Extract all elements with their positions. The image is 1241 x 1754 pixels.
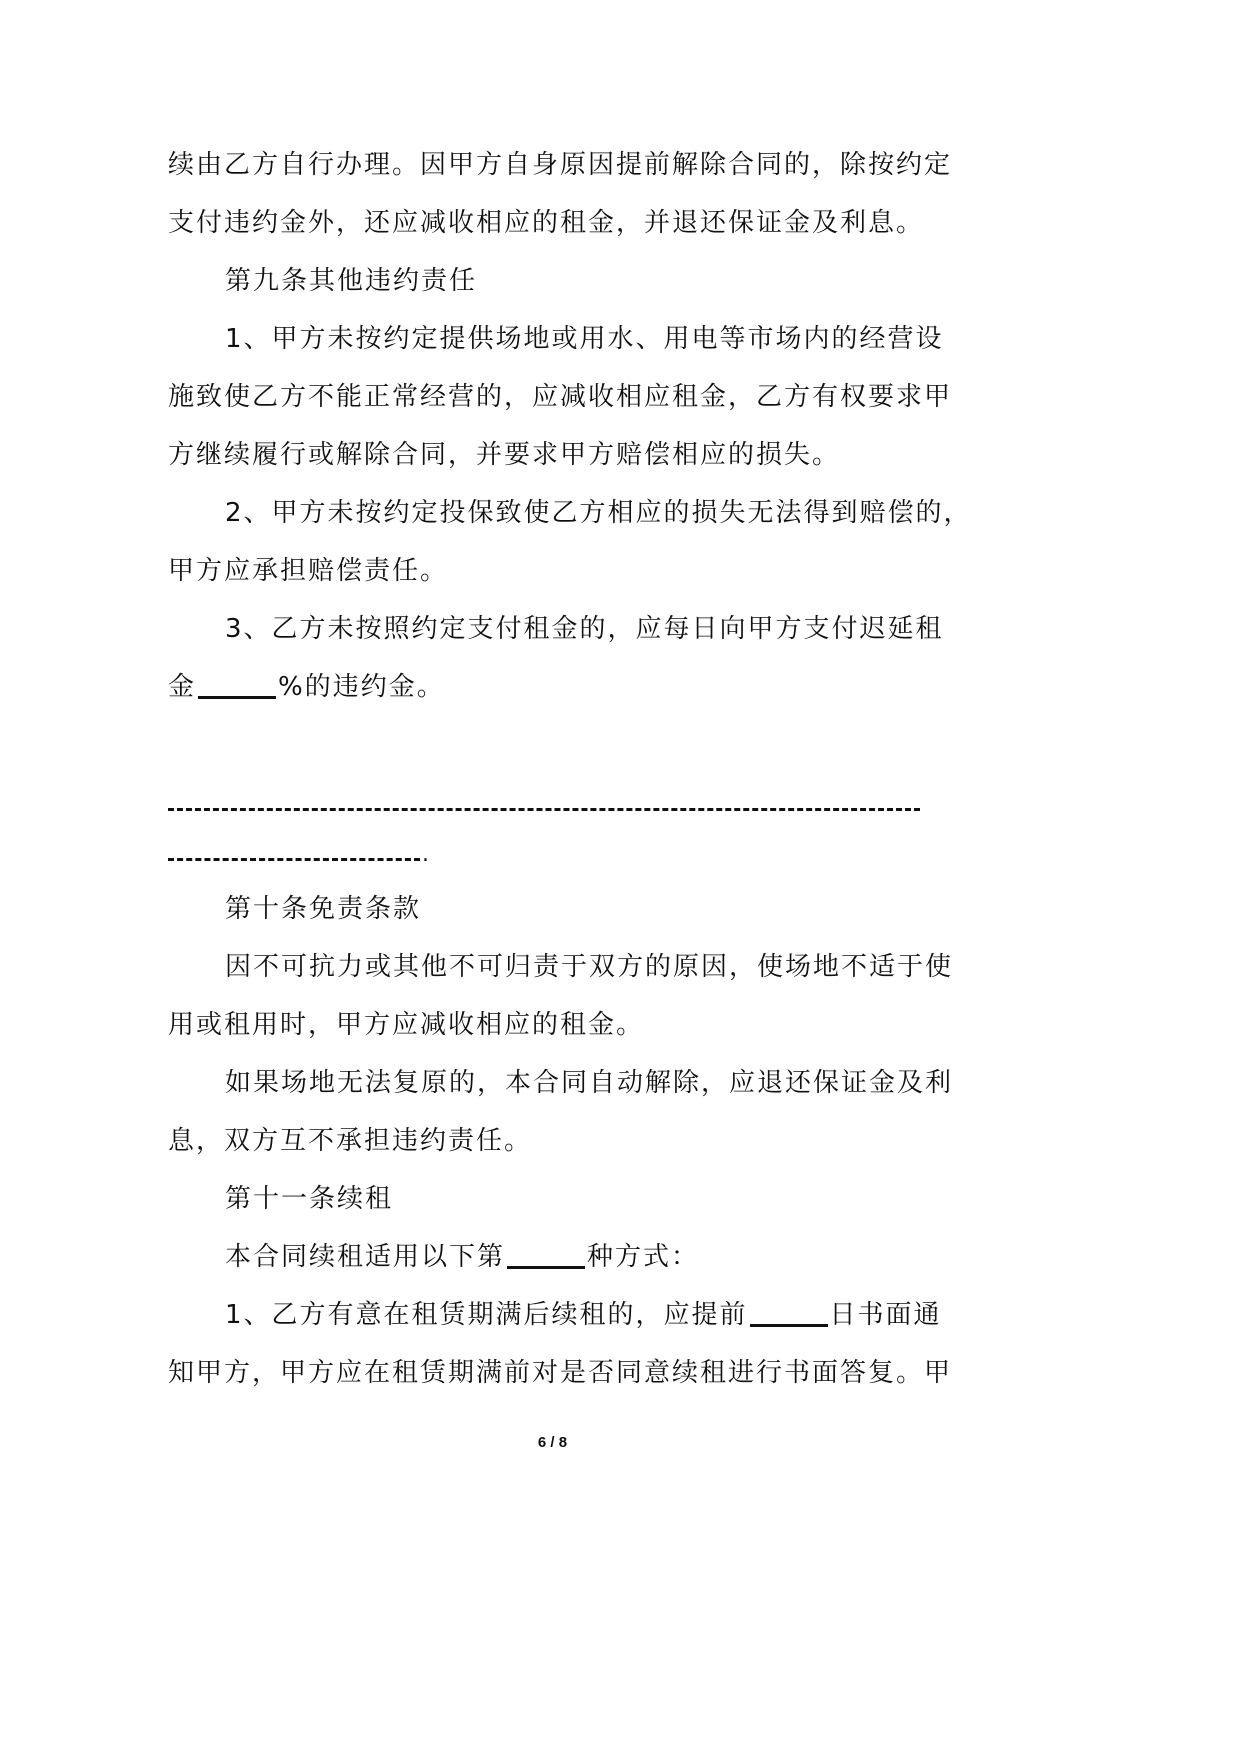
paragraph-line: 因不可抗力或其他不可归责于双方的原因，使场地不适于使: [225, 952, 954, 982]
separator-line-bar: [168, 858, 420, 861]
separator-line-bar: [168, 808, 920, 811]
paragraph-line: 方继续履行或解除合同，并要求甲方赔偿相应的损失。: [168, 440, 841, 470]
renewal-method-blank[interactable]: [507, 1240, 585, 1269]
separator-line-short: [168, 830, 943, 880]
penalty-line-after: %的违约金。: [278, 672, 445, 702]
penalty-line: [168, 658, 943, 716]
paragraph-line: 支付违约金外，还应减收相应的租金，并退还保证金及利息。: [168, 208, 925, 238]
spacer: [168, 716, 943, 780]
paragraph-line: 知甲方，甲方应在租赁期满前对是否同意续租进行书面答复。甲: [168, 1358, 953, 1388]
notice-line-before: 1、乙方有意在租赁期满后续租的，应提前: [225, 1300, 748, 1330]
paragraph-line: 甲方应承担赔偿责任。: [168, 556, 449, 586]
paragraph-line: 3、乙方未按照约定支付租金的，应每日向甲方支付迟延租: [225, 614, 944, 644]
page-number: 6 / 8: [537, 1434, 568, 1451]
paragraph-line: 续由乙方自行办理。因甲方自身原因提前解除合同的，除按约定: [168, 150, 953, 180]
separator-end-mark: .: [422, 842, 429, 867]
notice-days-blank[interactable]: [750, 1298, 828, 1327]
article-9-heading: 第九条其他违约责任: [225, 266, 478, 296]
renewal-line: [168, 1228, 943, 1286]
article-10-heading: 第十条免责条款: [225, 894, 422, 924]
article-11-heading: 第十一条续租: [225, 1184, 394, 1214]
document-body: [168, 136, 972, 1402]
renewal-line-after: 种方式：: [587, 1242, 700, 1272]
paragraph-line: 1、甲方未按约定提供场地或用水、用电等市场内的经营设: [225, 324, 944, 354]
notice-line-after: 日书面通: [829, 1300, 942, 1330]
renewal-line-before: 本合同续租适用以下第: [225, 1242, 506, 1272]
paragraph-line: 如果场地无法复原的，本合同自动解除，应退还保证金及利: [225, 1068, 954, 1098]
penalty-line-before: 金: [168, 672, 197, 702]
paragraph-line: 息，双方互不承担违约责任。: [168, 1126, 533, 1156]
paragraph-line: 2、甲方未按约定投保致使乙方相应的损失无法得到赔偿的，: [225, 498, 972, 528]
paragraph-line: 施致使乙方不能正常经营的，应减收相应租金，乙方有权要求甲: [168, 382, 953, 412]
penalty-rate-blank[interactable]: [198, 670, 276, 699]
paragraph-line: 用或租用时，甲方应减收相应的租金。: [168, 1010, 645, 1040]
separator-line: [168, 780, 943, 830]
notice-line: [168, 1286, 943, 1344]
